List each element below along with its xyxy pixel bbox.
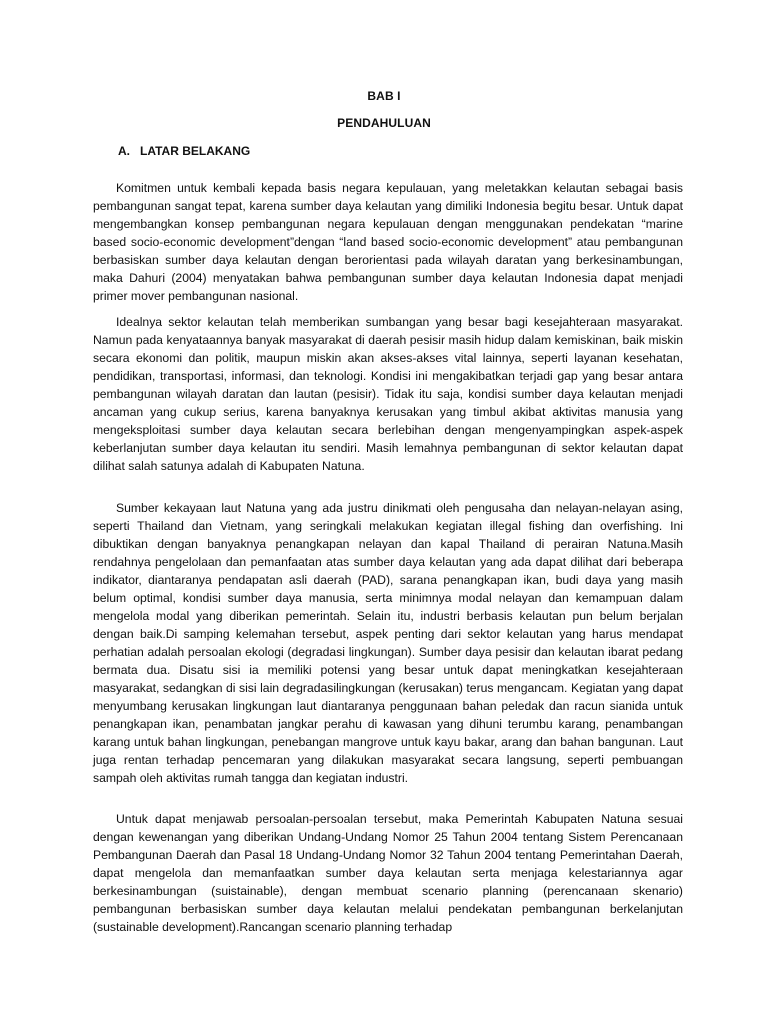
section-heading-text: LATAR BELAKANG <box>140 144 251 158</box>
paragraph-4: Untuk dapat menjawab persoalan-persoalan tersebut, maka Pemerintah Kabupaten Natuna sesuai dengan kewenangan yang diberikan Undang-Undang Nomor 25 Tahun 2004 tentang Sistem Perencanaan Pembangunan Daerah dan Pasal 18 Undang-Undang Nomor 32 Tahun 2004 tentang Pemerintahan Daerah, dapat mengelola dan memanfaatkan sumber daya kelautan serta menjaga kelestariannya agar berkesinambungan (suistainable), dengan membuat scenario planning (perencanaan skenario) pembangunan berbasiskan sumber daya kelautan melalui pendekatan pembangunan berkelanjutan (sustainable development).Rancangan scenario planning terhadap <box>93 812 683 935</box>
paragraph-2: Idealnya sektor kelautan telah memberikan sumbangan yang besar bagi kesejahteraan masyarakat. Namun pada kenyataannya banyak masyarakat di daerah pesisir masih hidup dalam kemiskinan, baik miskin secara ekonomi dan politik, maupun miskin akan akses-akses vital lainnya, seperti layanan kesehatan, pendidikan, transportasi, informasi, dan teknologi. Kondisi ini mengakibatkan terjadi gap yang besar antara pembangunan wilayah daratan dan lautan (pesisir). Tidak itu saja, kondisi sumber daya kelautan menjadi ancaman yang cukup serius, karena banyaknya kerusakan yang timbul akibat aktivitas manusia yang mengeksploitasi sumber daya kelautan secara berlebihan dengan mengenyampingkan aspek-aspek keberlanjutan sumber daya kelautan itu sendiri. Masih lemahnya pembangunan di sektor kelautan dapat dilihat salah satunya adalah di Kabupaten Natuna. <box>93 315 683 474</box>
page-title: PENDAHULUAN <box>337 116 431 130</box>
paragraph-1: Komitmen untuk kembali kepada basis negara kepulauan, yang meletakkan kelautan sebagai basis pembangunan sangat tepat, karena sumber daya kelautan yang dimiliki Indonesia begitu besar. Untuk dapat mengembangkan konsep pembangunan negara kepulauan dengan menggunakan pendekatan “marine based socio-economic development”dengan “land based socio-economic development” atau pembangunan berbasiskan sumber daya kelautan dengan berorientasi pada wilayah daratan yang berkesinambungan, maka Dahuri (2004) menyatakan bahwa pembangunan sumber daya kelautan Indonesia dapat menjadi primer mover pembangunan nasional. <box>93 181 683 304</box>
section-letter: A. <box>118 144 130 158</box>
section-heading <box>118 143 250 159</box>
paragraph-3: Sumber kekayaan laut Natuna yang ada justru dinikmati oleh pengusaha dan nelayan-nelayan asing, seperti Thailand dan Vietnam, yang seringkali melakukan kegiatan illegal fishing dan overfishing. Ini dibuktikan dengan banyaknya penangkapan nelayan dan kapal Thailand di perairan Natuna.Masih rendahnya pengelolaan dan pemanfaatan atas sumber daya kelautan yang ada dapat dilihat dari beberapa indikator, diantaranya pendapatan asli daerah (PAD), sarana penangkapan ikan, budi daya yang masih belum optimal, kondisi sumber daya manusia, serta minimnya modal nelayan dan kemampuan dalam mengelola modal yang diberikan pemerintah. Selain itu, industri berbasis kelautan pun belum berjalan dengan baik.Di samping kelemahan tersebut, aspek penting dari sektor kelautan yang harus mendapat perhatian adalah persoalan ekologi (degradasi lingkungan). Sumber daya pesisir dan kelautan ibarat pedang bermata dua. Disatu sisi ia memiliki potensi yang besar untuk dapat meningkatkan kesejahteraan masyarakat, sedangkan di sisi lain degradasilingkungan (kerusakan) terus mengancam. Kegiatan yang dapat menyumbang kerusakan lingkungan laut diantaranya penggunaan bahan peledak dan racun sianida untuk penangkapan ikan, penambatan jangkar perahu di kawasan yang dihuni terumbu karang, penambangan karang untuk bahan lingkungan, penebangan mangrove untuk kayu bakar, arang dan bahan bangunan. Laut juga rentan terhadap pencemaran yang dilakukan masyarakat secara langsung, seperti pembuangan sampah oleh aktivitas rumah tangga dan kegiatan industri. <box>93 501 683 786</box>
chapter-title: BAB I <box>367 89 401 103</box>
